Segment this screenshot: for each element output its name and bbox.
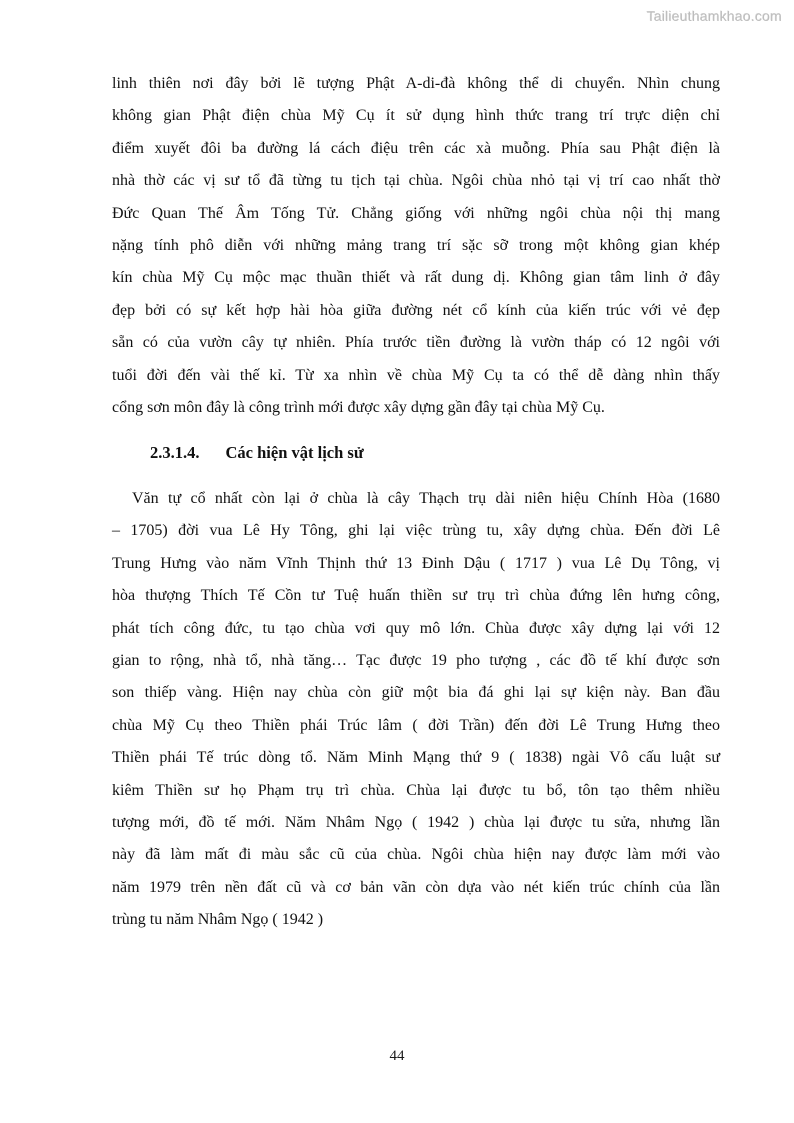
text-line: Đức Quan Thế Âm Tống Tử. Chẳng giống với những ngôi chùa nội thị mang [112,204,720,222]
text-line: cổng sơn môn đây là công trình mới được xây dựng gần đây tại chùa Mỹ Cụ. [112,399,605,417]
text-line: này đã làm mất đi màu sắc cũ của chùa. Ngôi chùa hiện nay được làm mới vào [112,846,720,864]
section-heading-title: Các hiện vật lịch sử [225,443,364,463]
text-line: sẵn có của vườn cây tự nhiên. Phía trước tiền đường là vườn tháp có 12 ngôi với [112,334,720,352]
text-line: hòa thượng Thích Tế Cồn tư Tuệ huấn thiền sư trụ trì chùa đứng lên hưng công, [112,587,720,605]
text-line: nhà thờ các vị sư tổ đã từng tu tịch tại chùa. Ngôi chùa nhỏ tại vị trí cao nhất thờ [112,172,720,190]
section-heading [112,437,720,469]
text-line: điểm xuyết đôi ba đường lá cách điệu trên các xà muỗng. Phía sau Phật điện là [112,139,720,157]
text-line: tượng mới, đồ tế mới. Năm Nhâm Ngọ ( 1942 ) chùa lại được tu sửa, nhưng lần [112,813,720,831]
paragraph-1 [112,68,720,424]
text-line: kiêm Thiền sư họ Phạm trụ trì chùa. Chùa lại được tu bổ, tôn tạo thêm nhiều [112,781,720,799]
text-line: năm 1979 trên nền đất cũ và cơ bản vãn còn dựa vào nét kiến trúc chính của lần [112,878,720,896]
text-line: phát tích công đức, tu tạo chùa vơi quy mô lớn. Chùa được xây dựng lại với 12 [112,619,720,637]
text-line: trùng tu năm Nhâm Ngọ ( 1942 ) [112,911,324,929]
page-number: 44 [389,1048,405,1064]
text-line: Thiền phái Tế trúc dòng tổ. Năm Minh Mạng thứ 9 ( 1838) ngài Vô cấu luật sư [112,749,720,767]
text-line: – 1705) đời vua Lê Hy Tông, ghi lại việc trùng tu, xây dựng chùa. Đến đời Lê [112,522,720,540]
text-line: gian to rộng, nhà tổ, nhà tăng… Tạc được 19 pho tượng , các đồ tế khí được sơn [112,651,720,669]
text-line: son thiếp vàng. Hiện nay chùa còn giữ một bia đá ghi lại sự kiện này. Ban đầu [112,684,720,702]
text-line: đẹp bởi có sự kết hợp hài hòa giữa đường nét cổ kính của kiến trúc với vẻ đẹp [112,301,720,319]
text-line: chùa Mỹ Cụ theo Thiền phái Trúc lâm ( đời Trần) đến đời Lê Trung Hưng theo [112,716,720,734]
text-line: linh thiên nơi đây bởi lẽ tượng Phật A-di-đà không thể di chuyển. Nhìn chung [112,75,720,92]
section-heading-number: 2.3.1.4. [150,443,200,463]
watermark: Tailieuthamkhao.com [646,8,782,24]
document-body [112,68,720,937]
paragraph-2 [112,483,720,937]
text-line: Văn tự cổ nhất còn lại ở chùa là cây Thạch trụ dài niên hiệu Chính Hòa (1680 [132,489,720,507]
text-line: kín chùa Mỹ Cụ mộc mạc thuần thiết và rất dung dị. Không gian tâm linh ở đây [112,269,720,287]
text-line: không gian Phật điện chùa Mỹ Cụ ít sử dụng hình thức trang trí trực diện chỉ [112,107,720,125]
text-line: tuổi đời đến vài thế kỉ. Từ xa nhìn về chùa Mỹ Cụ ta có thể dễ dàng nhìn thấy [112,366,720,384]
text-line: Trung Hưng vào năm Vĩnh Thịnh thứ 13 Đinh Dậu ( 1717 ) vua Lê Dụ Tông, vị [112,554,720,572]
text-line: nặng tính phô diễn với những mảng trang trí sặc sỡ trong một không gian khép [112,237,720,255]
